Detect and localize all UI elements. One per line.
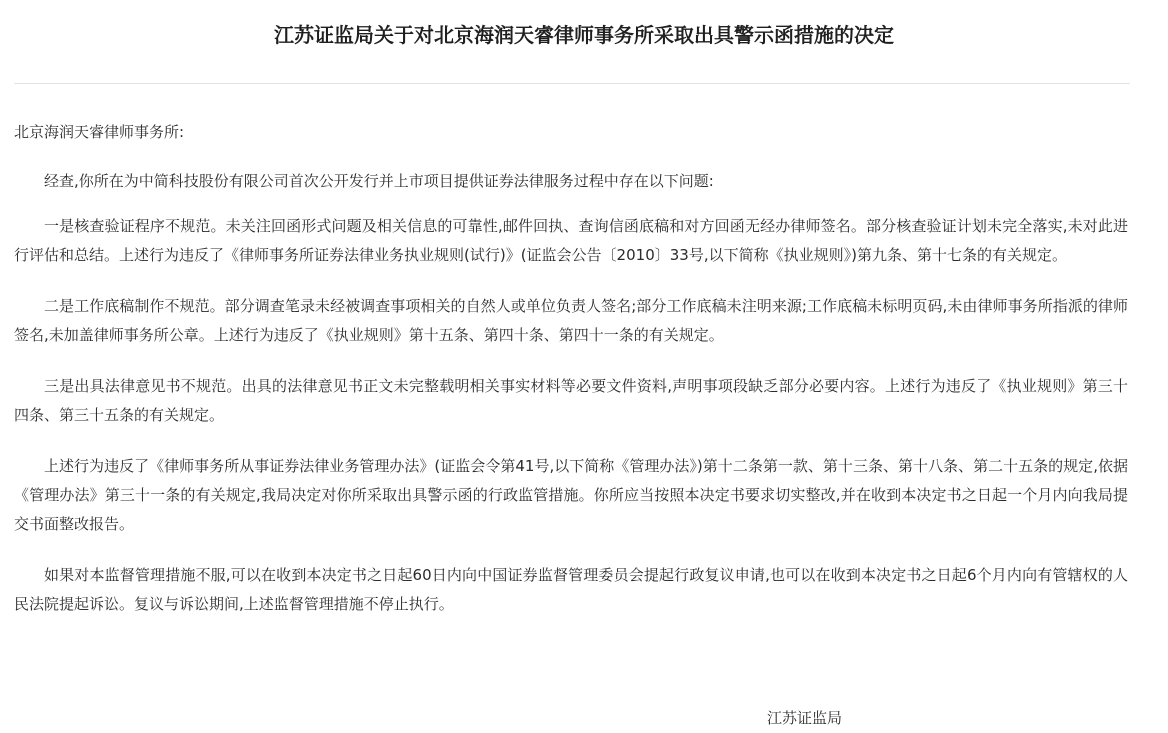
- title-divider: [14, 83, 1130, 84]
- paragraph-decision: 上述行为违反了《律师事务所从事证券法律业务管理办法》(证监会令第41号,以下简称《管理办法》)第十二条第一款、第十三条、第十八条、第二十五条的规定,依据《管理办法》第三十一条的有关规定,我局决定对你所采取出具警示函的行政监管措施。你所应当按照本决定书要求切实整改,并在收到本决定书之日起一个月内向我局提交书面整改报告。: [14, 457, 1128, 533]
- paragraph-issue-2: 二是工作底稿制作不规范。部分调查笔录未经被调查事项相关的自然人或单位负责人签名;部分工作底稿未注明来源;工作底稿未标明页码,未由律师事务所指派的律师签名,未加盖律师事务所公章。上述行为违反了《执业规则》第十五条、第四十条、第四十一条的有关规定。: [14, 297, 1128, 344]
- paragraph-issue-3: 三是出具法律意见书不规范。出具的法律意见书正文未完整载明相关事实材料等必要文件资料,声明事项段缺乏部分必要内容。上述行为违反了《执业规则》第三十四条、第三十五条的有关规定。: [14, 377, 1128, 424]
- paragraph-appeal: 如果对本监督管理措施不服,可以在收到本决定书之日起60日内向中国证券监督管理委员会提起行政复议申请,也可以在收到本决定书之日起6个月内向有管辖权的人民法院提起诉讼。复议与诉讼期间,上述监督管理措施不停止执行。: [14, 566, 1128, 613]
- paragraph-issue-1: 一是核查验证程序不规范。未关注回函形式问题及相关信息的可靠性,邮件回执、查询信函底稿和对方回函无经办律师签名。部分核查验证计划未完全落实,未对此进行评估和总结。上述行为违反了《律师事务所证券法律业务执业规则(试行)》(证监会公告〔2010〕33号,以下简称《执业规则》)第九条、第十七条的有关规定。: [14, 217, 1128, 264]
- salutation: 北京海润天睿律师事务所:: [14, 123, 185, 141]
- signature: 江苏证监局: [767, 709, 843, 727]
- document-title: 江苏证监局关于对北京海润天睿律师事务所采取出具警示函措施的决定: [274, 23, 894, 47]
- paragraph-intro: 经查,你所在为中简科技股份有限公司首次公开发行并上市项目提供证券法律服务过程中存在以下问题:: [44, 172, 714, 190]
- document-body: [14, 118, 1128, 641]
